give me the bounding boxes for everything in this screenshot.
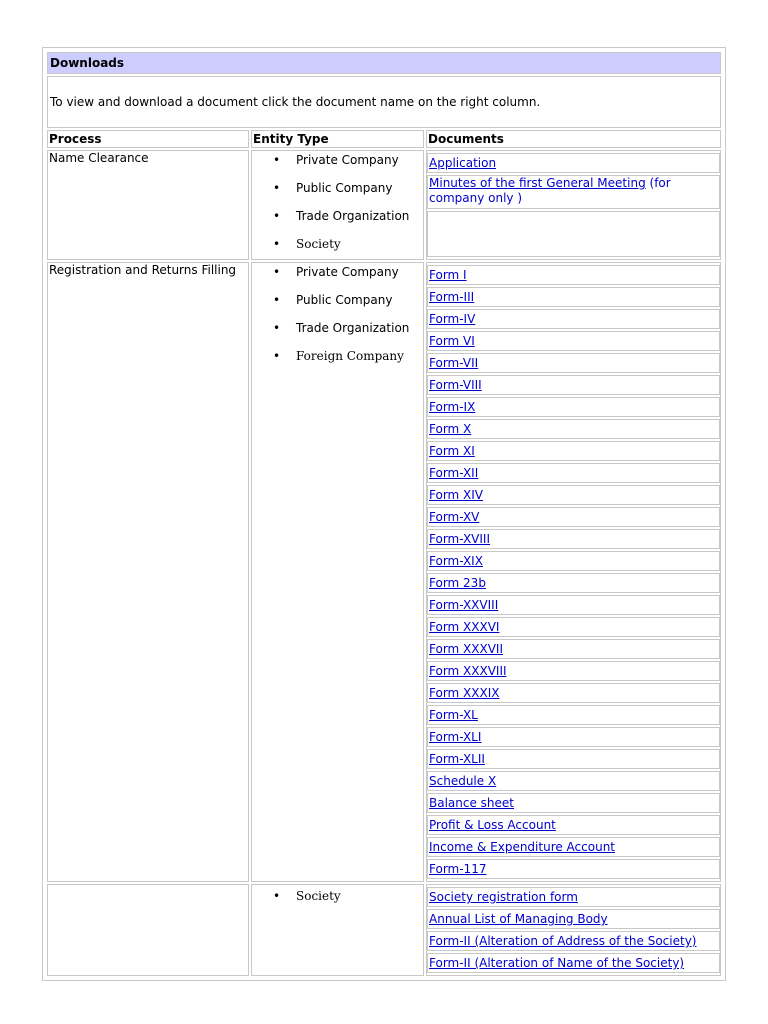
- column-header-process: Process: [47, 130, 249, 148]
- entity-type-cell: [251, 150, 424, 260]
- entity-item: • Trade Organization: [273, 209, 410, 223]
- section-row-name-clearance: [47, 150, 721, 260]
- document-item: [427, 793, 720, 813]
- document-link-minutes[interactable]: Minutes of the first General Meeting: [429, 176, 646, 190]
- document-link[interactable]: Form-XL: [429, 708, 478, 722]
- document-link[interactable]: Form-II (Alteration of Address of the Society): [429, 934, 697, 948]
- document-link[interactable]: Society registration form: [429, 890, 578, 904]
- document-link[interactable]: Form XXXVI: [429, 620, 500, 634]
- document-item-empty: [427, 211, 720, 257]
- document-item: [427, 909, 720, 929]
- entity-item: • Trade Organization: [273, 321, 410, 335]
- document-item: [427, 331, 720, 351]
- document-link[interactable]: Form VI: [429, 334, 475, 348]
- document-item: [427, 265, 720, 285]
- section-row-registration: [47, 262, 721, 882]
- document-link[interactable]: Form-XVIII: [429, 532, 491, 546]
- document-item: [427, 661, 720, 681]
- document-link[interactable]: Form-XLI: [429, 730, 482, 744]
- document-item: [427, 953, 720, 973]
- document-item: [427, 507, 720, 527]
- document-item: [427, 397, 720, 417]
- document-link[interactable]: Form-III: [429, 290, 475, 304]
- document-item: [427, 683, 720, 703]
- entity-list: [253, 153, 422, 252]
- document-link[interactable]: Form XXXIX: [429, 686, 500, 700]
- document-item: [427, 175, 720, 209]
- entity-item: • Society: [273, 237, 341, 251]
- document-link[interactable]: Form-XXVIII: [429, 598, 499, 612]
- documents-list: [427, 263, 720, 881]
- document-item: [427, 573, 720, 593]
- entity-type-cell: [251, 262, 424, 882]
- entity-list: [253, 889, 422, 904]
- entity-item: • Private Company: [273, 265, 399, 279]
- document-link[interactable]: Annual List of Managing Body: [429, 912, 608, 926]
- document-link[interactable]: Form-XII: [429, 466, 479, 480]
- document-link[interactable]: Form 23b: [429, 576, 486, 590]
- document-link[interactable]: Form I: [429, 268, 467, 282]
- document-link[interactable]: Form-XLII: [429, 752, 485, 766]
- entity-item: • Society: [273, 889, 341, 903]
- document-link[interactable]: Form-117: [429, 862, 487, 876]
- documents-cell: [426, 150, 721, 260]
- document-item: [427, 931, 720, 951]
- process-name: [47, 884, 249, 976]
- document-link[interactable]: Form-II (Alteration of Name of the Society): [429, 956, 685, 970]
- document-item: [427, 441, 720, 461]
- document-link-application[interactable]: Application: [429, 156, 497, 170]
- document-link[interactable]: Form-VII: [429, 356, 479, 370]
- document-item: [427, 375, 720, 395]
- document-link[interactable]: Form X: [429, 422, 472, 436]
- document-link[interactable]: Form XIV: [429, 488, 484, 502]
- column-header-documents: Documents: [426, 130, 721, 148]
- document-note: (for company only ): [429, 176, 671, 205]
- document-link[interactable]: Form-XV: [429, 510, 480, 524]
- entity-type-cell: [251, 884, 424, 976]
- document-item: [427, 837, 720, 857]
- document-item: [427, 887, 720, 907]
- document-link[interactable]: Form-VIII: [429, 378, 482, 392]
- document-item: [427, 771, 720, 791]
- downloads-header: Downloads: [47, 52, 721, 74]
- entity-item: • Public Company: [273, 181, 393, 195]
- section-row-society: [47, 884, 721, 976]
- document-item: [427, 551, 720, 571]
- document-item: [427, 727, 720, 747]
- document-item: [427, 705, 720, 725]
- document-link[interactable]: Schedule X: [429, 774, 497, 788]
- entity-list: [253, 265, 422, 364]
- documents-list: [427, 885, 720, 975]
- downloads-panel: [42, 47, 726, 981]
- document-item: [427, 309, 720, 329]
- process-name: Registration and Returns Filling: [47, 262, 249, 882]
- document-item: [427, 749, 720, 769]
- document-item: [427, 419, 720, 439]
- process-name: Name Clearance: [47, 150, 249, 260]
- document-item: [427, 353, 720, 373]
- documents-cell: [426, 262, 721, 882]
- document-link[interactable]: Form XXXVIII: [429, 664, 507, 678]
- entity-item: • Private Company: [273, 153, 399, 167]
- document-link[interactable]: Form-IV: [429, 312, 476, 326]
- document-link[interactable]: Profit & Loss Account: [429, 818, 556, 832]
- downloads-table: [45, 50, 723, 978]
- document-item: [427, 595, 720, 615]
- document-item: [427, 617, 720, 637]
- document-link[interactable]: Form XI: [429, 444, 475, 458]
- document-item: [427, 287, 720, 307]
- column-header-entity-type: Entity Type: [251, 130, 424, 148]
- document-item: [427, 815, 720, 835]
- document-link[interactable]: Income & Expenditure Account: [429, 840, 616, 854]
- document-item: [427, 485, 720, 505]
- document-link[interactable]: Form-XIX: [429, 554, 483, 568]
- document-link[interactable]: Balance sheet: [429, 796, 515, 810]
- document-item: [427, 153, 720, 173]
- documents-cell: [426, 884, 721, 976]
- document-link[interactable]: Form-IX: [429, 400, 476, 414]
- intro-text: To view and download a document click the document name on the right column.: [47, 76, 721, 128]
- document-item: [427, 639, 720, 659]
- document-item: [427, 859, 720, 879]
- documents-list: [427, 151, 720, 259]
- entity-item: • Foreign Company: [273, 349, 404, 363]
- document-item: [427, 529, 720, 549]
- entity-item: • Public Company: [273, 293, 393, 307]
- document-link[interactable]: Form XXXVII: [429, 642, 503, 656]
- document-item: [427, 463, 720, 483]
